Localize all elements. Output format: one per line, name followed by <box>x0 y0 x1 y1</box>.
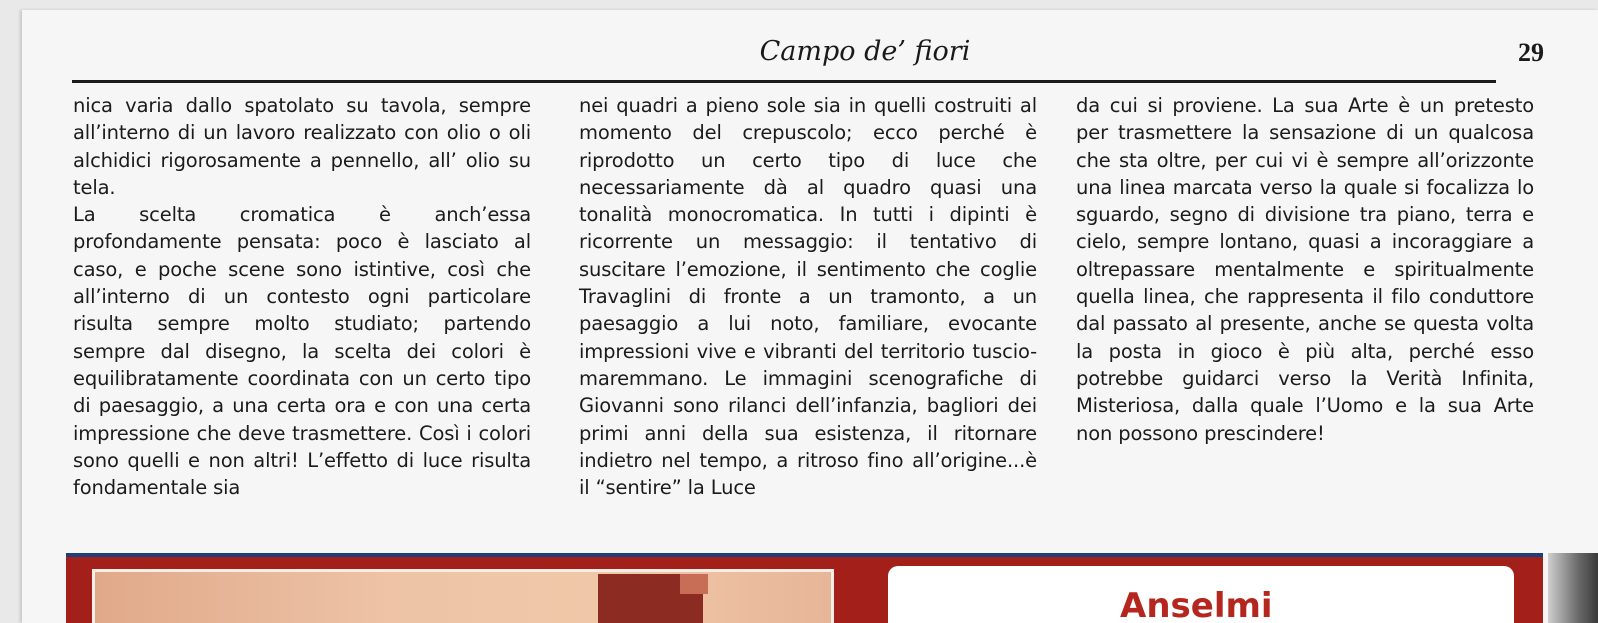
paragraph: La scelta cromatica è anch’essa profondamente pensata: poco è lasciato al caso, e poche scene sono istintive, così che all’interno di un contesto ogni particolare risulta sempre molto studiato; partendo sempre dal disegno, la scelta dei colori è equilibratamente coordinata con un certo tipo di paesaggio, a una certa ora e con una certa impressione che deve trasmettere. Così i colori sono quelli e non altri! L’effetto di luce risulta fondamentale sia <box>73 203 531 500</box>
text-column-3 <box>1076 92 1534 447</box>
page-number: 29 <box>1518 38 1544 67</box>
advertisement-brand-name: Anselmi <box>1120 586 1273 623</box>
text-column-1 <box>73 92 531 501</box>
page-fold-shadow <box>1548 553 1598 623</box>
advertisement-photo-detail <box>680 574 708 594</box>
header-rule <box>72 80 1496 83</box>
paragraph: nei quadri a pieno sole sia in quelli costruiti al momento del crepuscolo; ecco perché è riprodotto un certo tipo di luce che necessariamente dà al quadro quasi una tonalità monocromatica. In tutti i dipinti è ricorrente un messaggio: il tentativo di suscitare l’emozione, il sentimento che coglie Travaglini di fronte a un tramonto, a un paesaggio a lui noto, familiare, evocante impressioni vive e vibranti del territorio tuscio-maremmano. Le immagini scenografiche di Giovanni sono rilanci dell’infanzia, bagliori dei primi anni della sua esistenza, il ritornare indietro nel tempo, a ritroso fino all’origine...è il “sentire” la Luce <box>579 94 1037 500</box>
text-column-2 <box>579 92 1037 501</box>
paragraph: nica varia dallo spatolato su tavola, sempre all’interno di un lavoro realizzato con olio o oli alchidici rigorosamente a pennello, all’ olio su tela. <box>73 94 531 199</box>
page-header-title: Campo de’ fiori <box>759 36 971 67</box>
paragraph: da cui si proviene. La sua Arte è un pretesto per trasmettere la sensazione di un qualcosa che sta oltre, per cui vi è sempre all’orizzonte una linea marcata verso la quale si focalizza lo sguardo, segno di divisione tra piano, terra e cielo, sempre lontano, quasi a incoraggiare a oltrepassare mentalmente e spiritualmente quella linea, che rappresenta il filo conduttore dal passato al presente, anche se questa volta la posta in gioco è più alta, perché esso potrebbe guidarci verso la Verità Infinita, Misteriosa, dalla quale l’Uomo e la sua Arte non possono prescindere! <box>1076 94 1534 445</box>
advertisement-photo <box>92 569 834 623</box>
